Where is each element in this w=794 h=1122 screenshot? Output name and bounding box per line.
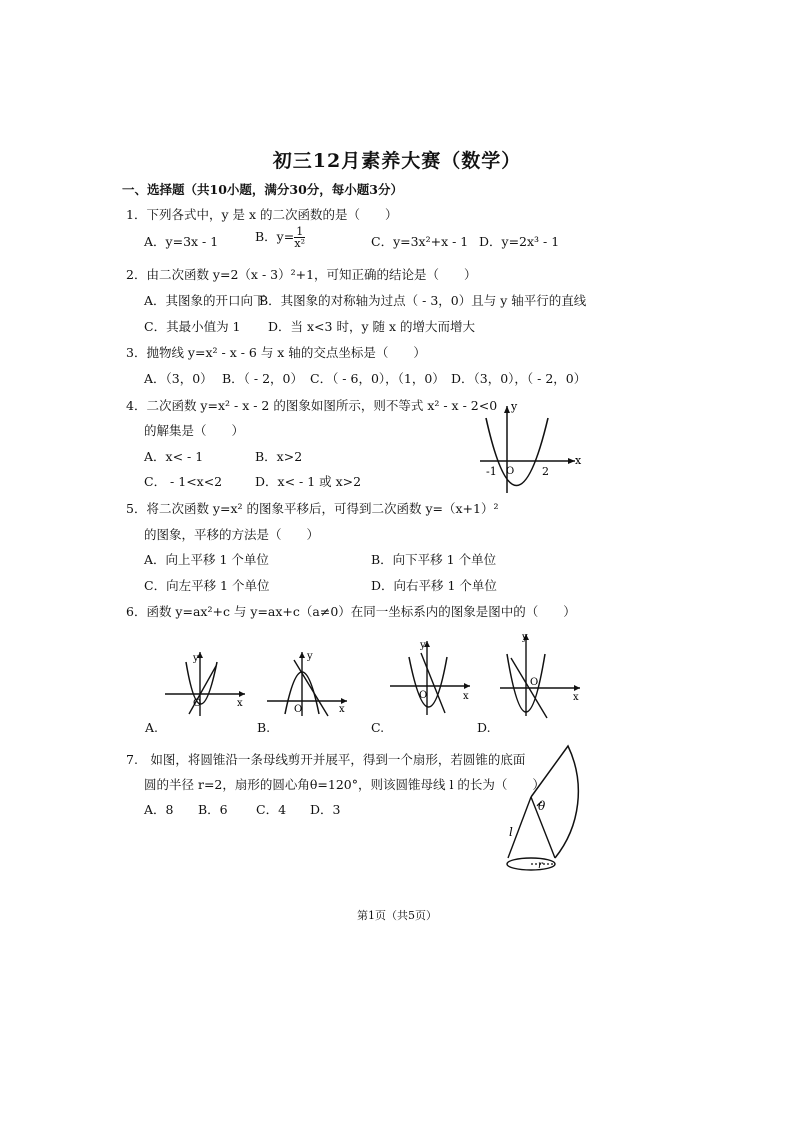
root-label-2: 2 xyxy=(542,465,549,478)
q6-graph-a xyxy=(160,648,250,718)
q2-option-c: C．其最小值为 1 xyxy=(144,319,241,334)
question-1: 1．下列各式中，y 是 x 的二次函数的是（ ） xyxy=(126,207,398,222)
q5-option-c: C．向左平移 1 个单位 xyxy=(144,578,270,593)
q7-option-a: A．8 xyxy=(144,802,174,817)
q3-option-c: C．（ - 6，0），（1，0） xyxy=(310,371,445,386)
q6-label-b: B. xyxy=(257,720,271,735)
question-2: 2．由二次函数 y=2（x - 3）²+1，可知正确的结论是（ ） xyxy=(126,267,477,282)
q4-option-c: C． - 1<x<2 xyxy=(144,474,223,489)
svg-text:y: y xyxy=(522,632,528,643)
question-3: 3．抛物线 y=x² - x - 6 与 x 轴的交点坐标是（ ） xyxy=(126,345,426,360)
q2-option-d: D．当 x<3 时，y 随 x 的增大而增大 xyxy=(268,319,475,334)
question-4-cont: 的解集是（ ） xyxy=(144,423,245,438)
q3-option-a: A．（3，0） xyxy=(144,371,213,386)
q6-label-c: C. xyxy=(371,720,385,735)
svg-text:O: O xyxy=(294,704,303,715)
q7-option-d: D．3 xyxy=(310,802,341,817)
svg-text:O: O xyxy=(530,677,539,688)
svg-text:x: x xyxy=(573,692,579,703)
question-5: 5．将二次函数 y=x² 的图象平移后，可得到二次函数 y=（x+1）² xyxy=(126,501,499,516)
q5-option-a: A．向上平移 1 个单位 xyxy=(144,552,269,567)
page-footer: 第1页（共5页） xyxy=(357,909,437,922)
q6-label-a: A. xyxy=(145,720,159,735)
question-5-cont: 的图象，平移的方法是（ ） xyxy=(144,527,320,542)
q6-graph-b xyxy=(262,648,352,718)
q2-option-b: B．其图象的对称轴为过点（ - 3，0）且与 y 轴平行的直线 xyxy=(259,293,587,308)
radius-label: r xyxy=(538,860,543,871)
question-6: 6．函数 y=ax²+c 与 y=ax+c（a≠0）在同一坐标系内的图象是图中的（ ） xyxy=(126,604,576,619)
q4-option-a: A．x< - 1 xyxy=(144,449,204,464)
q4-option-d: D．x< - 1 或 x>2 xyxy=(255,474,362,489)
slant-label: l xyxy=(509,825,513,839)
question-7-cont: 圆的半径 r=2，扇形的圆心角θ=120°，则该圆锥母线 l 的长为（ ） xyxy=(144,777,545,792)
q1-option-d: D．y=2x³ - 1 xyxy=(479,234,560,249)
q3-option-b: B．（ - 2，0） xyxy=(222,371,304,386)
q1-option-a: A．y=3x - 1 xyxy=(144,234,219,249)
q4-parabola-graph xyxy=(475,398,585,498)
q6-label-d: D. xyxy=(477,720,491,735)
svg-text:x: x xyxy=(463,691,469,702)
y-axis-arrow xyxy=(504,406,510,413)
q3-option-d: D．（3，0），（ - 2，0） xyxy=(451,371,587,386)
question-7: 7. 如图，将圆锥沿一条母线剪开并展平，得到一个扇形，若圆锥的底面 xyxy=(126,752,526,767)
svg-text:x: x xyxy=(237,698,243,709)
origin-label: O xyxy=(506,466,515,477)
cone-sector-figure xyxy=(495,740,610,880)
svg-text:O: O xyxy=(419,690,428,701)
q1-option-c: C．y=3x²+x - 1 xyxy=(371,234,469,249)
question-4: 4．二次函数 y=x² - x - 2 的图象如图所示，则不等式 x² - x - 2<0 xyxy=(126,398,498,413)
q6-graph-d xyxy=(495,630,585,720)
q1-option-b: B．y= $\frac{1}{\text{x²}}$ xyxy=(255,225,306,250)
q6-graph-c xyxy=(385,637,475,717)
q7-option-c: C．4 xyxy=(256,802,287,817)
svg-text:y: y xyxy=(307,651,313,662)
svg-text:O: O xyxy=(193,698,202,709)
section-heading: 一、选择题（共10小题，满分30分，每小题3分） xyxy=(122,182,403,197)
theta-label: θ xyxy=(538,799,546,813)
x-axis-arrow xyxy=(568,458,575,464)
fraction: $\frac{1}{\text{x²}}$ xyxy=(294,225,306,250)
q5-option-d: D．向右平移 1 个单位 xyxy=(371,578,497,593)
svg-text:y: y xyxy=(420,640,426,651)
x-label: x xyxy=(575,454,582,467)
svg-text:x: x xyxy=(339,704,345,715)
svg-text:y: y xyxy=(193,653,199,664)
q4-option-b: B．x>2 xyxy=(255,449,303,464)
root-label-neg1: -1 xyxy=(486,465,497,478)
y-label: y xyxy=(511,400,518,413)
q7-option-b: B．6 xyxy=(198,802,228,817)
q2-option-a: A．其图象的开口向下 xyxy=(144,293,266,308)
page-title: 初三12月素养大赛（数学） xyxy=(272,150,522,172)
q5-option-b: B．向下平移 1 个单位 xyxy=(371,552,497,567)
